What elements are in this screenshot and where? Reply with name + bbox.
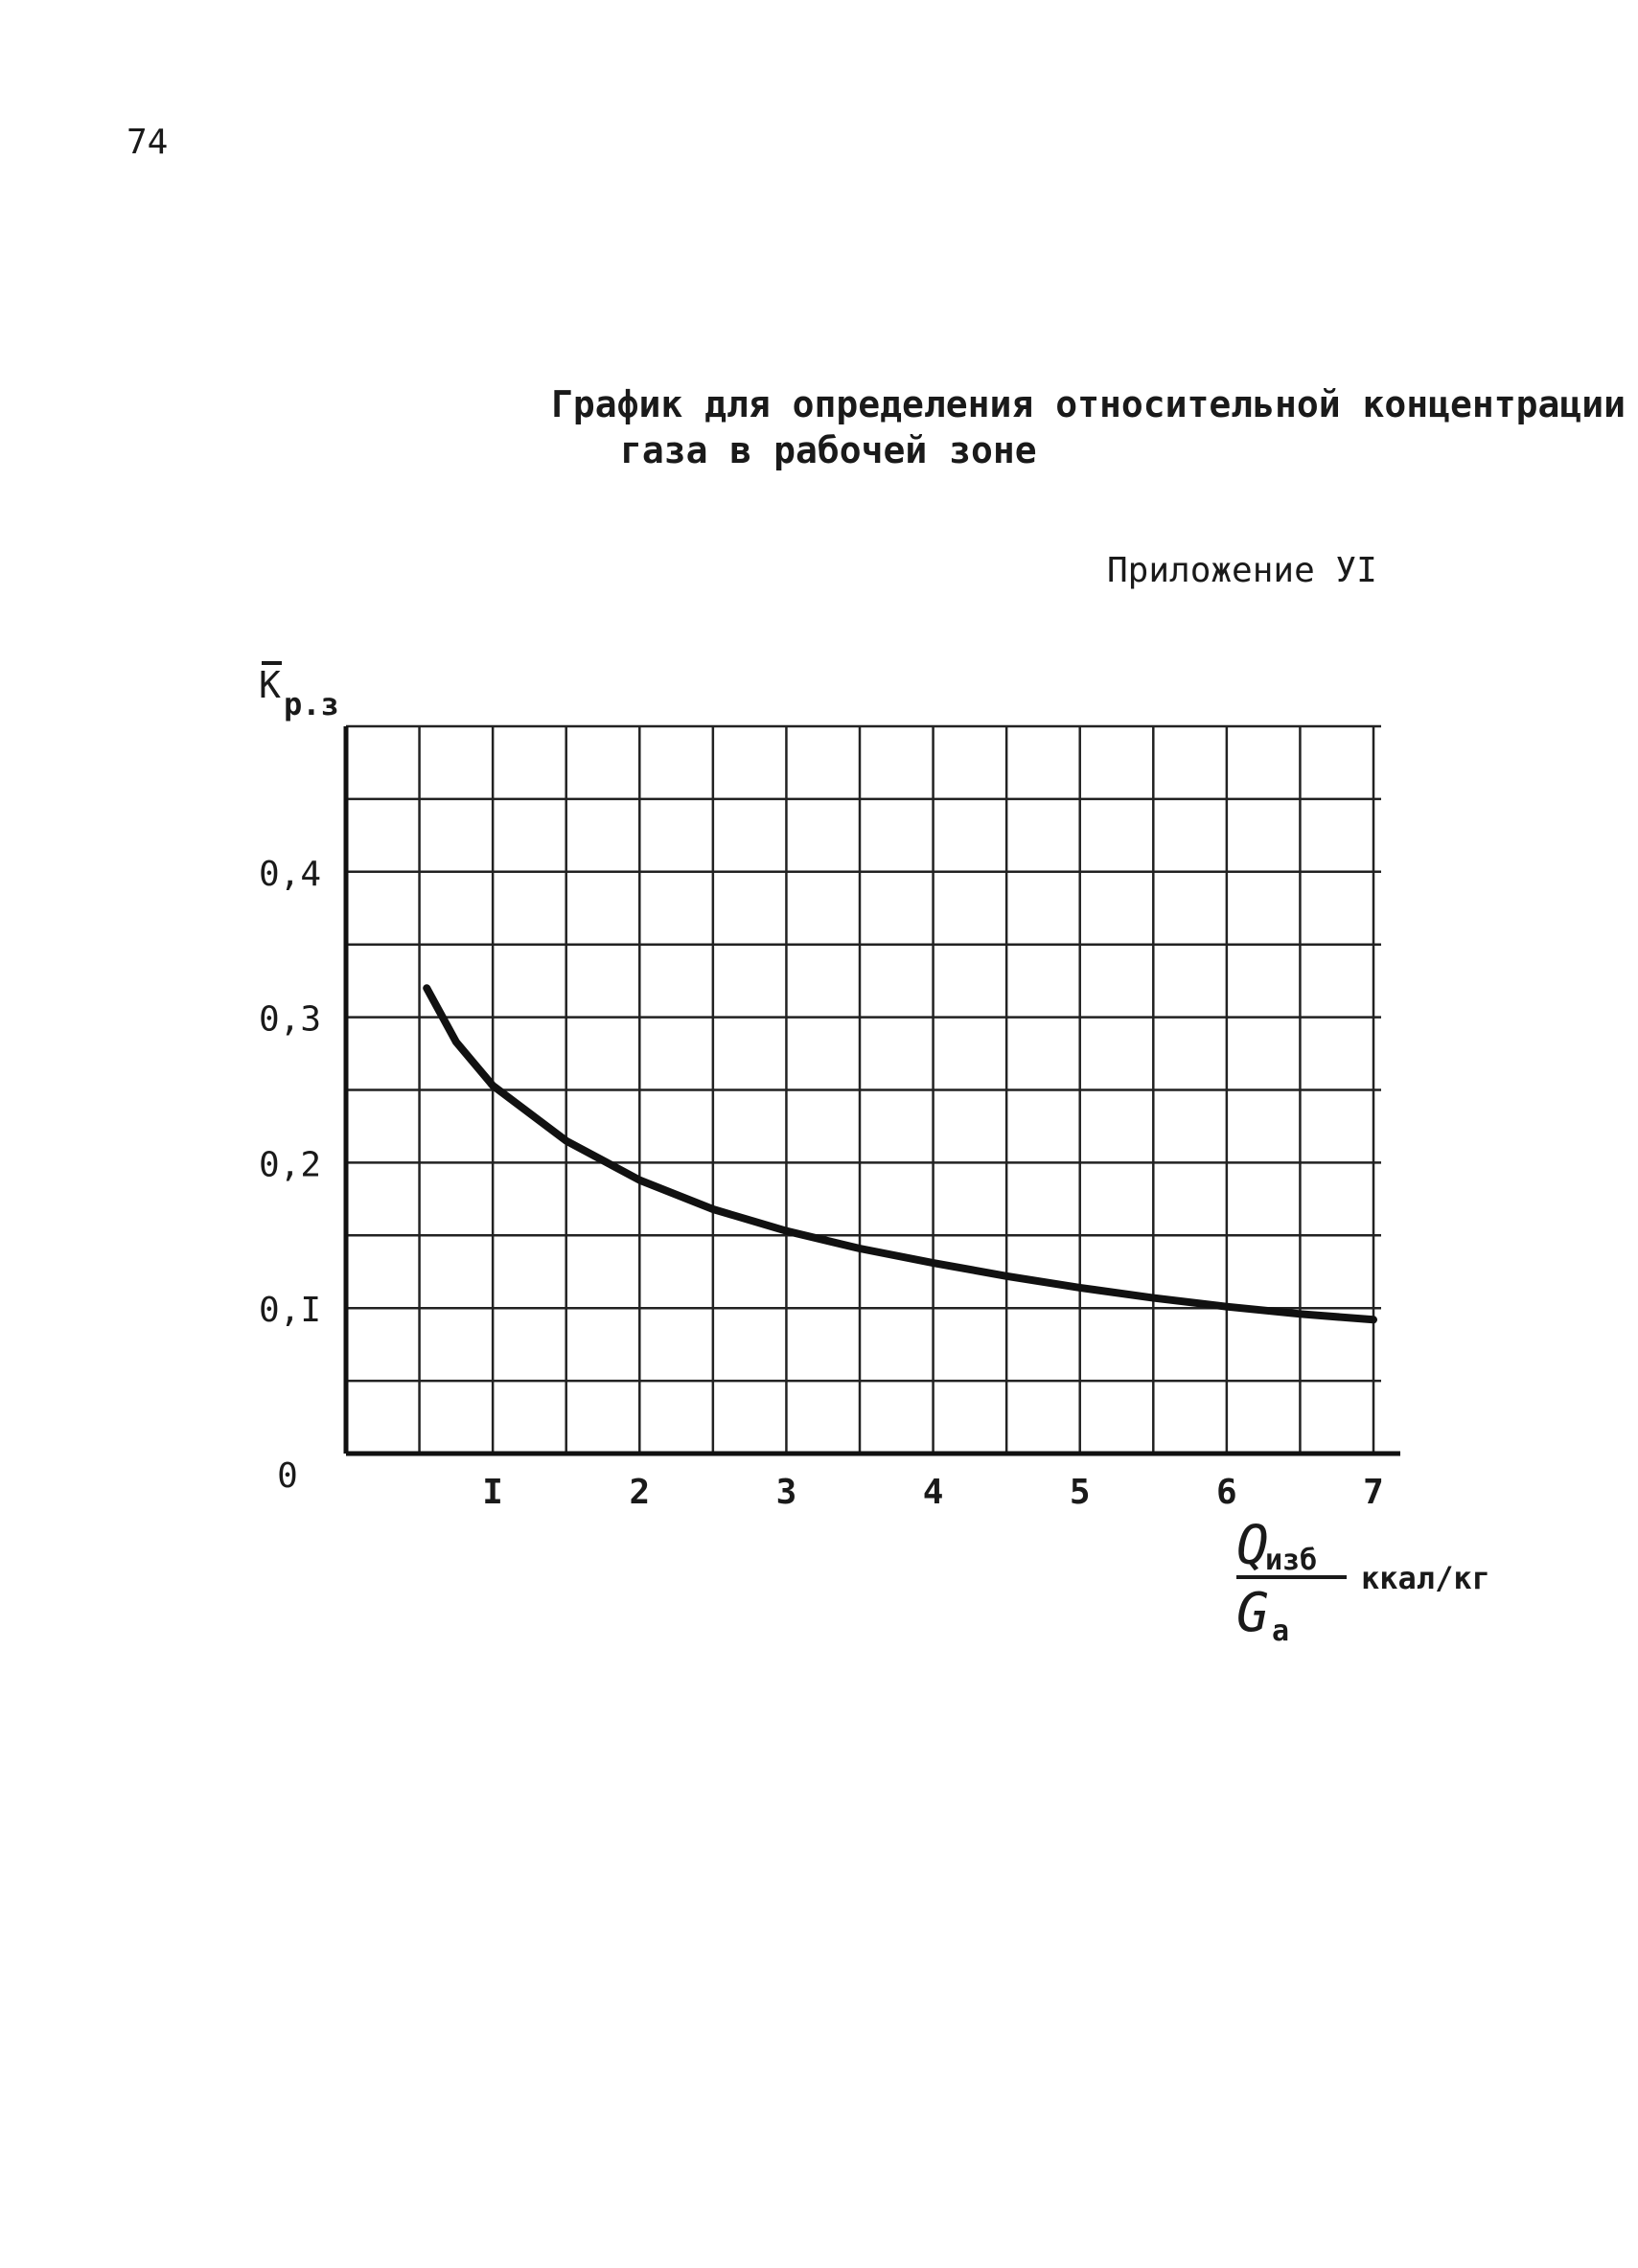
x-tick-label: 2 (629, 1473, 651, 1512)
x-tick-label: 6 (1216, 1473, 1237, 1512)
data-series (427, 988, 1373, 1319)
origin-label: 0 (277, 1456, 298, 1496)
y-tick-label: 0,I (259, 1291, 322, 1331)
appendix-label: Приложение УI (1107, 551, 1377, 590)
page-number: 74 (127, 123, 169, 162)
x-tick-label: 5 (1069, 1473, 1091, 1512)
x-tick-label: 7 (1363, 1473, 1384, 1512)
title-line-1: График для определения относительной концентрации (551, 383, 1626, 425)
y-axis-label (259, 663, 339, 722)
y-label-sub: р.з (284, 686, 339, 722)
x-label-numerator-sub: изб (1265, 1544, 1318, 1577)
x-label-denominator-sub: а (1272, 1615, 1290, 1648)
series-line (427, 988, 1373, 1319)
x-label-denominator-main: G (1236, 1582, 1269, 1644)
title-line-2: газа в рабочей зоне (620, 429, 1037, 471)
tick-labels (259, 855, 1384, 1512)
x-tick-label: 3 (775, 1473, 797, 1512)
x-tick-label: I (482, 1473, 503, 1512)
y-tick-label: 0,3 (259, 999, 322, 1040)
y-tick-label: 0,4 (259, 854, 322, 894)
x-axis-label (1236, 1515, 1490, 1648)
x-label-numerator-main: Q (1236, 1515, 1269, 1577)
x-label-unit: ккал/кг (1361, 1560, 1490, 1596)
y-label-main: K (259, 664, 281, 706)
y-tick-label: 0,2 (259, 1145, 322, 1185)
x-tick-label: 4 (922, 1473, 944, 1512)
